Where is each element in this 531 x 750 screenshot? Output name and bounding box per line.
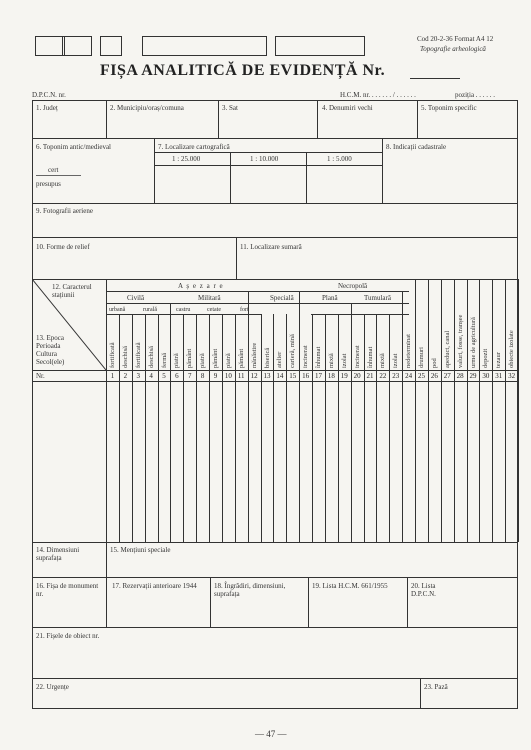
group-plana: Plană: [322, 294, 338, 302]
column-header: fortificată: [109, 342, 116, 368]
field-rezervatii: 17. Rezervații anterioare 1944: [112, 582, 197, 590]
group-asezare: A ș e z a r e: [178, 282, 224, 290]
column-header: deschisă: [121, 345, 129, 368]
field-lista-hcm: 19. Lista H.C.M. 661/1955: [312, 582, 388, 590]
column-header: incinerat: [353, 345, 361, 368]
column-header: atelier: [276, 351, 284, 368]
caracterul-statiunii: 12. Caracterul stațiunii: [52, 283, 92, 299]
column-header: mixtă: [327, 353, 335, 368]
column-number: 1: [110, 372, 115, 380]
column-header: depozit: [482, 348, 490, 368]
group-speciala: Specială: [270, 294, 294, 302]
scale-25000: 1 : 25.000: [172, 155, 201, 163]
column-header: mănăstire: [250, 342, 258, 368]
column-number: 11: [237, 372, 245, 380]
column-number: 27: [443, 372, 451, 380]
field-fisa-monument: 16. Fișa de monument nr.: [36, 582, 99, 598]
column-header: nedeterminat: [405, 334, 413, 368]
column-number: 2: [123, 372, 128, 380]
title-number-line: [410, 78, 460, 79]
column-header: urme de agricultură: [469, 317, 477, 368]
field-ingradiri: 18. Îngrădiri, dimensiuni, suprafața: [214, 582, 286, 598]
nr-label: Nr.: [36, 372, 45, 380]
column-header: pământ: [212, 348, 219, 368]
column-header: pământ: [186, 348, 194, 368]
column-number: 16: [302, 372, 310, 380]
field-fotografii-aeriene: 9. Fotografii aeriene: [36, 207, 93, 215]
group-necropola: Necropolă: [338, 282, 368, 290]
column-number: 9: [213, 372, 218, 380]
scale-5000: 1 : 5.000: [327, 155, 352, 163]
column-number: 21: [366, 372, 374, 380]
column-number: 13: [263, 372, 271, 380]
column-number: 12: [250, 372, 258, 380]
column-header: înhumat: [366, 346, 374, 368]
column-number: 30: [482, 372, 490, 380]
field-denumiri-vechi: 4. Denumiri vechi: [322, 104, 373, 112]
column-number: 25: [417, 372, 425, 380]
field-municipiu: 2. Municipiu/oraș/comuna: [110, 104, 184, 112]
dpcn-label: D.P.C.N. nr.: [32, 91, 66, 99]
page-title: FIȘA ANALITICĂ DE EVIDENȚĂ Nr.: [100, 62, 386, 79]
group-civila: Civilă: [127, 294, 145, 302]
form-code: Cod 20-2-36 Format A4 12: [417, 35, 494, 43]
group-tumulara: Tumulară: [364, 294, 391, 302]
column-header: drumuri: [418, 347, 425, 368]
column-number: 26: [430, 372, 438, 380]
field-forme-relief: 10. Forme de relief: [36, 243, 90, 251]
column-header: obiecte izolate: [508, 330, 516, 368]
field-localizare-sumara: 11. Localizare sumară: [240, 243, 302, 251]
column-number: 31: [495, 372, 503, 380]
field-presupus: presupus: [36, 180, 61, 188]
field-urgente: 22. Urgențe: [36, 683, 69, 691]
column-number: 28: [456, 372, 464, 380]
field-sat: 3. Sat: [222, 104, 238, 112]
epoca-label: 13. Epoca Perioada Cultura Secol(ele): [36, 334, 65, 366]
column-header: piatră: [199, 353, 207, 368]
column-number: 10: [224, 372, 232, 380]
column-number: 32: [508, 372, 516, 380]
column-header: pod: [430, 358, 438, 368]
column-number: 14: [276, 372, 284, 380]
field-localizare-cartografica: 7. Localizare cartografică: [158, 143, 230, 151]
column-number: 6: [175, 372, 179, 380]
column-header: biserică: [263, 347, 271, 368]
field-toponim-antic: 6. Toponim antic/medieval: [36, 143, 112, 151]
column-number: 5: [162, 372, 166, 380]
column-header: apeduct, canal: [443, 330, 451, 368]
pozitia-label: poziția . . . . . .: [455, 91, 496, 99]
field-lista-dpcn: 20. Lista D.P.C.N.: [411, 582, 436, 598]
column-header: tezaur: [495, 352, 503, 368]
field-cert: cert: [48, 166, 59, 174]
column-number: 17: [314, 372, 322, 380]
column-header: piatră: [173, 353, 181, 368]
field-dimensiuni: 14. Dimensiuni suprafața: [36, 546, 80, 562]
group-urbana: urbană: [109, 307, 126, 313]
field-judet: 1. Județ: [36, 104, 58, 112]
column-header: mixtă: [379, 353, 387, 368]
column-header: fermă: [160, 352, 168, 368]
field-paza: 23. Pază: [424, 683, 448, 691]
form-subtitle: Topografie arheologică: [420, 45, 486, 53]
column-header: pământ: [237, 348, 245, 368]
column-header: deschisă: [147, 345, 155, 368]
scale-10000: 1 : 10.000: [250, 155, 279, 163]
column-number: 3: [136, 372, 140, 380]
group-cetate: cetate: [207, 307, 221, 313]
column-number: 7: [187, 372, 192, 380]
column-number: 29: [469, 372, 477, 380]
column-header: înhumat: [315, 346, 322, 368]
column-number: 15: [289, 372, 297, 380]
field-toponim-specific: 5. Toponim specific: [421, 104, 477, 112]
column-header: valuri, fosse, tranșee: [456, 314, 464, 368]
hcm-label: H.C.M. nr. . . . . . . / . . . . . .: [340, 91, 416, 99]
column-number: 22: [379, 372, 387, 380]
column-header: izolat: [392, 353, 400, 368]
column-header: piatră: [224, 353, 232, 368]
column-number: 19: [340, 372, 348, 380]
field-fisele-obiect: 21. Fișele de obiect nr.: [36, 632, 100, 640]
column-number: 24: [405, 372, 413, 380]
column-header: izolat: [340, 353, 348, 368]
form-frame: [32, 100, 518, 709]
column-header: fortificată: [134, 342, 142, 368]
column-number: 18: [327, 372, 335, 380]
group-castru: castru: [176, 307, 191, 313]
group-rurala: rurală: [143, 307, 157, 313]
group-militara: Militară: [198, 294, 221, 302]
field-indicatii-cadastrale: 8. Indicații cadastrale: [386, 143, 447, 151]
group-fort: fort: [240, 307, 249, 313]
column-number: 8: [200, 372, 205, 380]
column-number: 23: [392, 372, 400, 380]
field-mentiuni-speciale: 15. Mențiuni speciale: [110, 546, 171, 554]
column-header: carieră, mină: [289, 334, 297, 368]
column-number: 20: [353, 372, 361, 380]
column-header: incinerat: [302, 345, 310, 368]
column-number: 4: [149, 372, 153, 380]
page-number: — 47 —: [255, 729, 287, 739]
